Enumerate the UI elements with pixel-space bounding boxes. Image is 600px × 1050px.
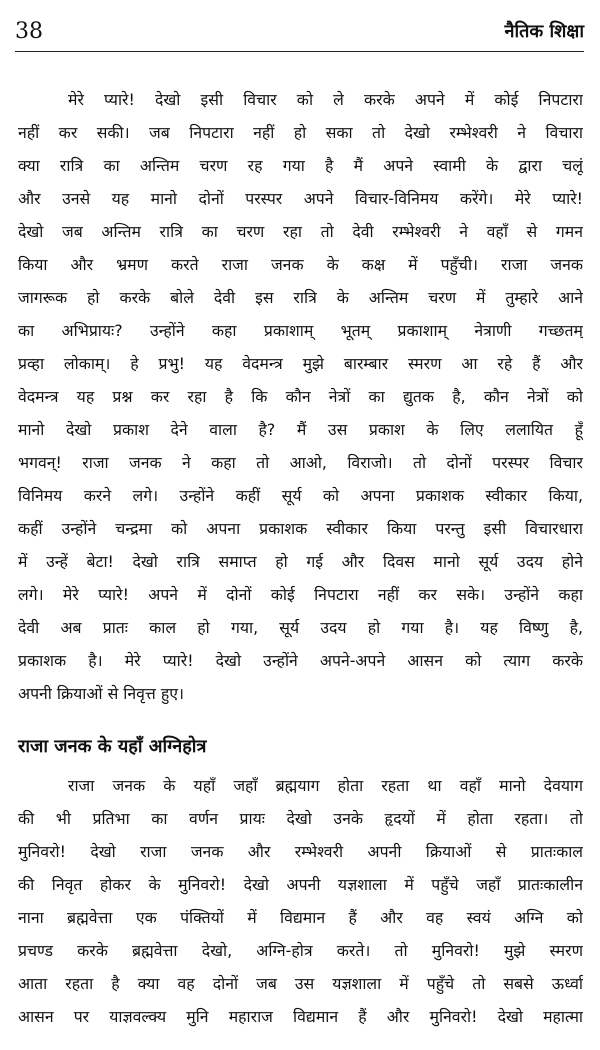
text-line: में उन्हें बेटा! देखो रात्रि समाप्त हो गई और दिवस मानो सूर्य उदय होने	[18, 552, 583, 571]
text-line: और उनसे यह मानो दोनों परस्पर अपने विचार-विनिमय करेंगे। मेरे प्यारे!	[18, 189, 583, 208]
header-rule	[15, 51, 584, 52]
text-line: की भी प्रतिभा का वर्णन प्रायः देखो उनके हृदयों में होता रहता। तो	[18, 809, 583, 828]
text-line: देवी अब प्रातः काल हो गया, सूर्य उदय हो गया है। यह विष्णु है,	[18, 618, 583, 637]
text-line: विनिमय करने लगे। उन्होंने कहीं सूर्य को अपना प्रकाशक स्वीकार किया,	[18, 486, 583, 505]
text-line: अपनी क्रियाओं से निवृत्त हुए।	[18, 684, 184, 703]
text-line: वेदमन्त्र यह प्रश्न कर रहा है कि कौन नेत्रों का द्युतक है, कौन नेत्रों को	[18, 387, 583, 406]
text-line: भगवन्! राजा जनक ने कहा तो आओ, विराजो। तो दोनों परस्पर विचार	[18, 453, 583, 472]
text-line: राजा जनक के यहाँ जहाँ ब्रह्मयाग होता रहता था वहाँ मानो देवयाग	[68, 776, 583, 795]
page-header	[15, 18, 584, 48]
text-line: लगे। मेरे प्यारे! अपने में दोनों कोई निपटारा नहीं कर सके। उन्होंने कहा	[18, 585, 583, 604]
text-line: नाना ब्रह्मवेत्ता एक पंक्तियों में विद्यमान हैं और वह स्वयं अग्नि को	[18, 908, 583, 927]
text-line: आसन पर याज्ञवल्क्य मुनि महाराज विद्यमान हैं और मुनिवरो! देखो महात्मा	[18, 1007, 583, 1026]
page-number: 38	[15, 19, 43, 44]
text-line: की निवृत होकर के मुनिवरो! देखो अपनी यज्ञशाला में पहुँचे जहाँ प्रातःकालीन	[18, 875, 583, 894]
running-title: नैतिक शिक्षा	[504, 21, 584, 42]
text-line: देखो जब अन्तिम रात्रि का चरण रहा तो देवी रम्भेश्वरी ने वहाँ से गमन	[18, 222, 583, 241]
text-line: प्रव्हा लोकाम्। हे प्रभु! यह वेदमन्त्र मुझे बारम्बार स्मरण आ रहे हैं और	[18, 354, 583, 373]
text-line: मानो देखो प्रकाश देने वाला है? मैं उस प्रकाश के लिए ललायित हूँ	[18, 420, 583, 439]
text-line: मेरे प्यारे! देखो इसी विचार को ले करके अपने में कोई निपटारा	[68, 90, 583, 109]
text-line: प्रचण्ड करके ब्रह्मवेत्ता देखो, अग्नि-होत्र करते। तो मुनिवरो! मुझे स्मरण	[18, 941, 583, 960]
text-line: नहीं कर सकी। जब निपटारा नहीं हो सका तो देखो रम्भेश्वरी ने विचारा	[18, 123, 583, 142]
section-heading: राजा जनक के यहाँ अग्निहोत्र	[18, 736, 207, 757]
text-line: का अभिप्रायः? उन्होंने कहा प्रकाशाम् भूतम् प्रकाशाम् नेत्राणी गच्छतम्	[18, 321, 583, 340]
text-line: कहीं उन्होंने चन्द्रमा को अपना प्रकाशक स्वीकार किया परन्तु इसी विचारधारा	[18, 519, 583, 538]
text-line: प्रकाशक है। मेरे प्यारे! देखो उन्होंने अपने-अपने आसन को त्याग करके	[18, 651, 583, 670]
text-line: आता रहता है क्या वह दोनों जब उस यज्ञशाला में पहुँचे तो सबसे ऊर्ध्वा	[18, 974, 583, 993]
text-line: क्या रात्रि का अन्तिम चरण रह गया है मैं अपने स्वामी के द्वारा चलूं	[18, 156, 583, 175]
text-line: जागरूक हो करके बोले देवी इस रात्रि के अन्तिम चरण में तुम्हारे आने	[18, 288, 583, 307]
text-line: मुनिवरो! देखो राजा जनक और रम्भेश्वरी अपनी क्रियाओं से प्रातःकाल	[18, 842, 583, 861]
text-line: किया और भ्रमण करते राजा जनक के कक्ष में पहुँची। राजा जनक	[18, 255, 583, 274]
